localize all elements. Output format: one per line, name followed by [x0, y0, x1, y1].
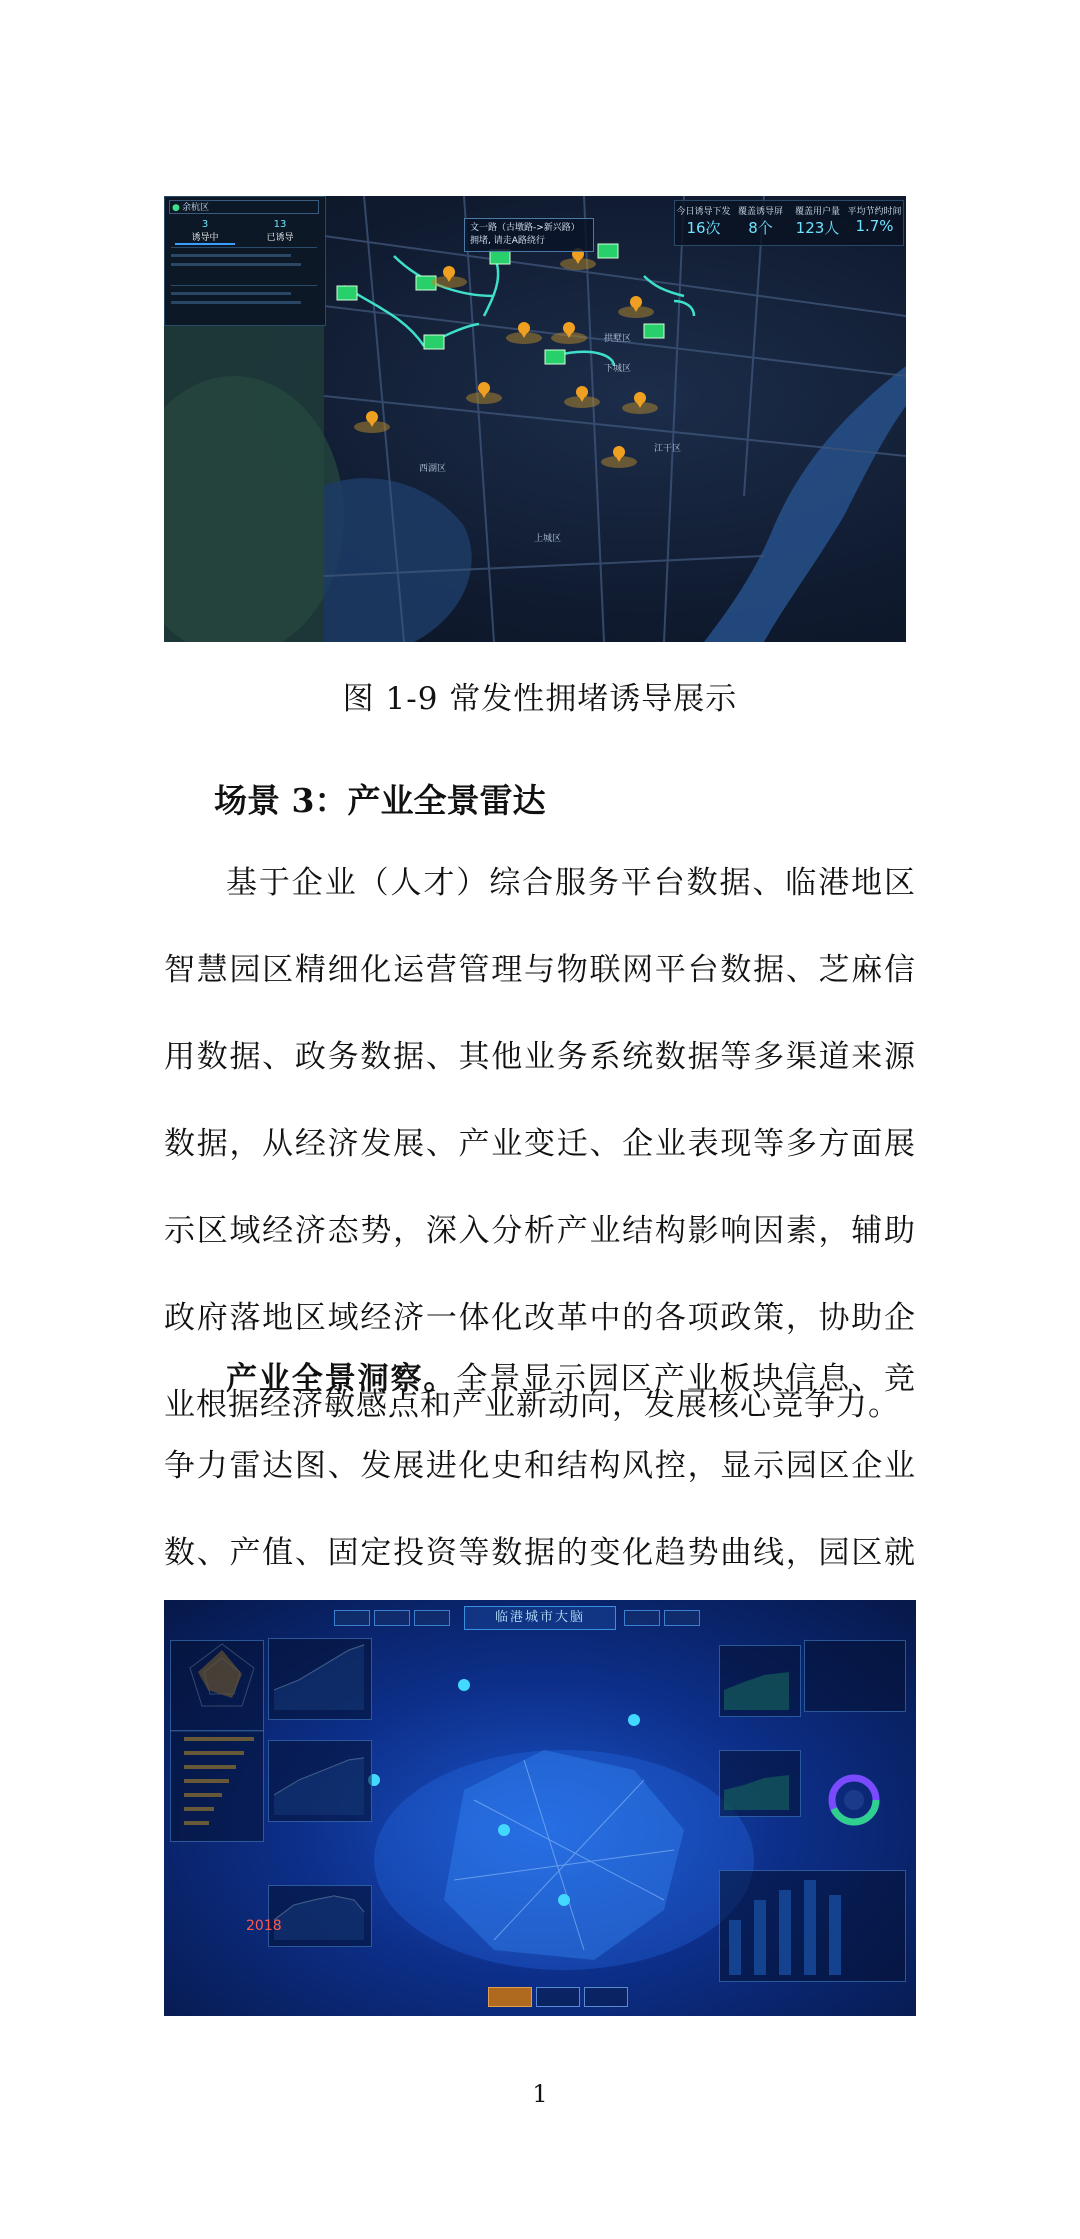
guidance-sidebar: [164, 196, 326, 326]
page-number: 1: [532, 2080, 548, 2108]
stat-label: 覆盖诱导屏: [737, 207, 783, 217]
year-label: 2018: [246, 1918, 282, 1934]
guidance-screen: [337, 286, 357, 300]
guidance-screens: [337, 244, 664, 364]
guided-label: 已诱导: [266, 233, 294, 243]
stat-value: 123人: [795, 219, 840, 237]
stat-value: 1.7%: [855, 217, 894, 235]
paragraph-text: 基于企业（人才）综合服务平台数据、临港地区智慧园区精细化运营管理与物联网平台数据、芝麻信用数据、政务数据、其他业务系统数据等多渠道来源数据，从经济发展、产业变迁、企业表现等多方面展示区域经济态势，深入分析产业结构影响因素，辅助政府落地区域经济一体化改革中的各项政策，协助企业根据经济敏感点和产业新动向，发展核心竞争力。: [164, 865, 916, 1423]
guidance-screen: [644, 324, 664, 338]
west-lake: [324, 478, 472, 642]
location-marker-icon: [601, 446, 637, 468]
guided-count: 13: [273, 219, 287, 230]
trend-panel: [268, 1885, 372, 1947]
area-chart-panel: [719, 1645, 801, 1717]
list-panel: [804, 1640, 906, 1712]
figure-traffic-guidance-map: [164, 196, 906, 642]
map-label-district: 江干区: [654, 444, 682, 454]
stat-time-saved: [846, 204, 903, 235]
location-marker-icon: [622, 392, 658, 414]
guidance-list-item[interactable]: [171, 285, 317, 320]
tab-guiding[interactable]: [175, 219, 235, 245]
dashboard-tab[interactable]: [664, 1610, 700, 1626]
guiding-label: 诱导中: [175, 230, 235, 245]
guidance-screen: [598, 244, 618, 258]
guidance-screen: [424, 335, 444, 349]
figure-industry-dashboard: [164, 1600, 916, 2016]
congestion-markers: [354, 248, 658, 468]
location-marker-icon: [466, 382, 502, 404]
guiding-count: 3: [201, 219, 209, 230]
dashboard-tab[interactable]: [624, 1610, 660, 1626]
bottom-nav-item[interactable]: [584, 1987, 628, 2007]
paragraph-body: 全景显示园区产业板块信息、竞争力雷达图、发展进化史和结构风控，显示园区企业数、产值、固定投资等数据的变化趋势曲线，园区就: [164, 1361, 917, 1571]
area-chart-panel: [719, 1750, 801, 1817]
stat-label: 覆盖用户量: [794, 207, 840, 217]
paragraph-lead: 产业全景洞察。: [226, 1361, 457, 1397]
stats-panel: [674, 200, 904, 246]
location-marker-icon: [506, 322, 542, 344]
river: [704, 366, 906, 642]
guidance-list-item[interactable]: [171, 247, 317, 282]
stat-users: [789, 204, 846, 238]
location-marker-icon: [618, 296, 654, 318]
trend-panel: [268, 1740, 372, 1822]
district-select[interactable]: [169, 200, 319, 214]
location-marker-icon: [564, 386, 600, 408]
stat-label: 今日诱导下发: [676, 207, 731, 217]
figure-caption: 图 1-9 常发性拥堵诱导展示: [342, 681, 738, 717]
dashboard-tab[interactable]: [414, 1610, 450, 1626]
donut-chart: [832, 1778, 876, 1822]
radar-panel: [170, 1640, 264, 1732]
trend-panel: [268, 1638, 372, 1720]
map-label-district: 西湖区: [419, 464, 447, 474]
congestion-callout: 文一路（古墩路->新兴路）拥堵, 请走A路绕行: [464, 218, 594, 252]
stat-value: 8个: [748, 219, 773, 237]
bar-chart-panel: [719, 1870, 906, 1982]
bottom-nav-item[interactable]: [488, 1987, 532, 2007]
map-pin-icon: [458, 1679, 470, 1691]
map-pin-icon: [498, 1824, 510, 1836]
guidance-screen: [545, 350, 565, 364]
map-label-district: 上城区: [534, 534, 562, 544]
location-pin-icon: ●: [172, 203, 180, 213]
map-pin-icon: [628, 1714, 640, 1726]
stat-screens: [732, 204, 789, 238]
section-heading: 场景 3：产业全景雷达: [214, 781, 546, 820]
district-select-value: 余杭区: [182, 203, 210, 213]
bottom-nav-item[interactable]: [536, 1987, 580, 2007]
stat-label: 平均节约时间: [847, 207, 902, 217]
map-label-district: 拱墅区: [604, 334, 632, 344]
dashboard-tab[interactable]: [334, 1610, 370, 1626]
dashboard-tab[interactable]: [374, 1610, 410, 1626]
stat-dispatch: [675, 204, 732, 238]
map-pin-icon: [558, 1894, 570, 1906]
stat-value: 16次: [686, 219, 721, 237]
dashboard-title: 临港城市大脑: [464, 1606, 616, 1630]
tab-guided[interactable]: [250, 219, 310, 243]
map-label-district: 下城区: [604, 364, 632, 374]
guidance-screen: [490, 250, 510, 264]
ranking-panel: [170, 1730, 264, 1842]
